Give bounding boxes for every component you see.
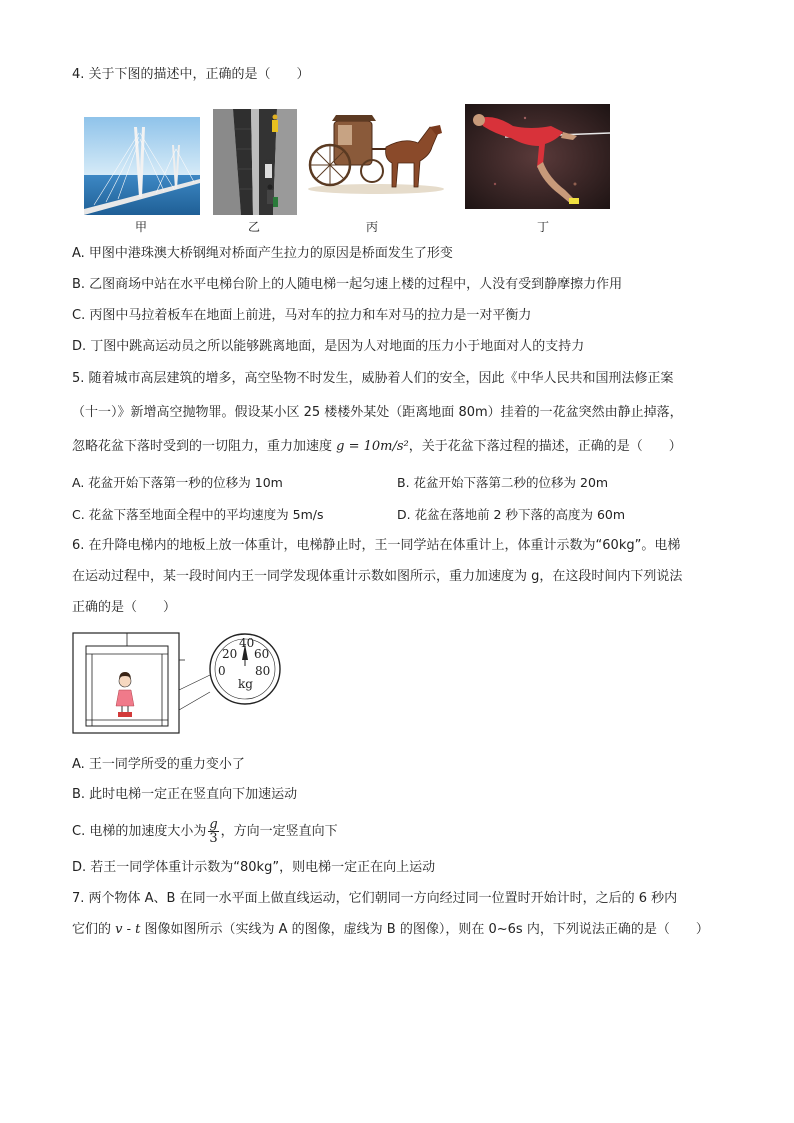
q5-gravity-formula: g = 10m/s²: [336, 439, 409, 454]
q7-vt-symbol: v - t: [115, 922, 141, 937]
scale-tick-0: 0: [218, 664, 226, 678]
q5-line-1: 5. 随着城市高层建筑的增多，高空坠物不时发生，威胁着人们的安全，因此《中华人民共和国刑法修正案: [72, 371, 674, 386]
q6-option-c-suffix: ，方向一定竖直向下: [220, 824, 338, 839]
q7-line-2-prefix: 它们的: [72, 922, 116, 937]
caption-ding: 丁: [536, 220, 549, 234]
fraction-denominator: 3: [209, 831, 218, 846]
horse-cart-image: [306, 107, 446, 195]
q4-option-b: B. 乙图商场中站在水平电梯台阶上的人随电梯一起匀速上楼的过程中，人没有受到静摩擦力作用: [72, 277, 623, 292]
q5-line-3-prefix: 忽略花盆下落时受到的一切阻力，重力加速度: [72, 439, 337, 454]
scale-tick-80: 80: [255, 664, 271, 678]
q5-line-2: （十一）》新增高空抛物罪。假设某小区 25 楼楼外某处（距离地面 80m）挂着的一花盆突然由静止掉落，: [72, 405, 683, 420]
escalator-image: [213, 109, 297, 215]
q4-option-a: A. 甲图中港珠澳大桥钢绳对桥面产生拉力的原因是桥面发生了形变: [72, 246, 453, 261]
q5-option-d: D. 花盆在落地前 2 秒下落的高度为 60m: [397, 507, 626, 522]
q4-option-c: C. 丙图中马拉着板车在地面上前进，马对车的拉力和车对马的拉力是一对平衡力: [72, 308, 532, 323]
q6-option-c-fraction: [208, 818, 218, 845]
scale-tick-60: 60: [254, 647, 270, 661]
q7-line-1: 7. 两个物体 A、B 在同一水平面上做直线运动，它们朝同一方向经过同一位置时开始计时，之后的 6 秒内: [72, 891, 678, 906]
q5-option-c: C. 花盆下落至地面全程中的平均速度为 5m/s: [72, 507, 324, 522]
caption-bing: 丙: [365, 220, 378, 234]
caption-yi: 乙: [247, 220, 260, 234]
q4-stem: 4. 关于下图的描述中，正确的是（ ）: [72, 67, 310, 82]
bridge-image: [84, 117, 200, 215]
caption-jia: 甲: [134, 220, 147, 234]
q6-option-c-prefix: C. 电梯的加速度大小为: [72, 824, 207, 839]
fraction-numerator: g: [209, 817, 218, 832]
scale-tick-40: 40: [239, 636, 255, 650]
high-jump-image: [465, 104, 610, 209]
q7-line-2: [72, 922, 709, 938]
q6-line-3: 正确的是（ ）: [72, 600, 177, 615]
q4-option-d: D. 丁图中跳高运动员之所以能够跳离地面，是因为人对地面的压力小于地面对人的支持力: [72, 339, 585, 354]
q6-option-d: D. 若王一同学体重计示数为“80kg”，则电梯一定正在向上运动: [72, 860, 436, 875]
q6-option-a: A. 王一同学所受的重力变小了: [72, 757, 245, 772]
scale-unit: kg: [238, 677, 253, 691]
q6-option-b: B. 此时电梯一定正在竖直向下加速运动: [72, 787, 298, 802]
q6-option-c: [72, 818, 338, 846]
q5-line-3: [72, 439, 682, 455]
elevator-scale-figure: [72, 630, 286, 735]
q5-option-b: B. 花盆开始下落第二秒的位移为 20m: [397, 475, 609, 490]
q5-option-a: A. 花盆开始下落第一秒的位移为 10m: [72, 475, 283, 490]
q7-line-2-suffix: 图像如图所示（实线为 A 的图像，虚线为 B 的图像），则在 0~6s 内，下列说法正确的是（ ）: [140, 922, 709, 937]
q6-line-2: 在运动过程中，某一段时间内王一同学发现体重计示数如图所示，重力加速度为 g，在这段时间内下列说法: [72, 569, 683, 584]
q6-line-1: 6. 在升降电梯内的地板上放一体重计，电梯静止时，王一同学站在体重计上，体重计示数为“60kg”。电梯: [72, 538, 681, 553]
scale-tick-20: 20: [222, 647, 238, 661]
q5-line-3-suffix: ，关于花盆下落过程的描述，正确的是（ ）: [408, 439, 682, 454]
